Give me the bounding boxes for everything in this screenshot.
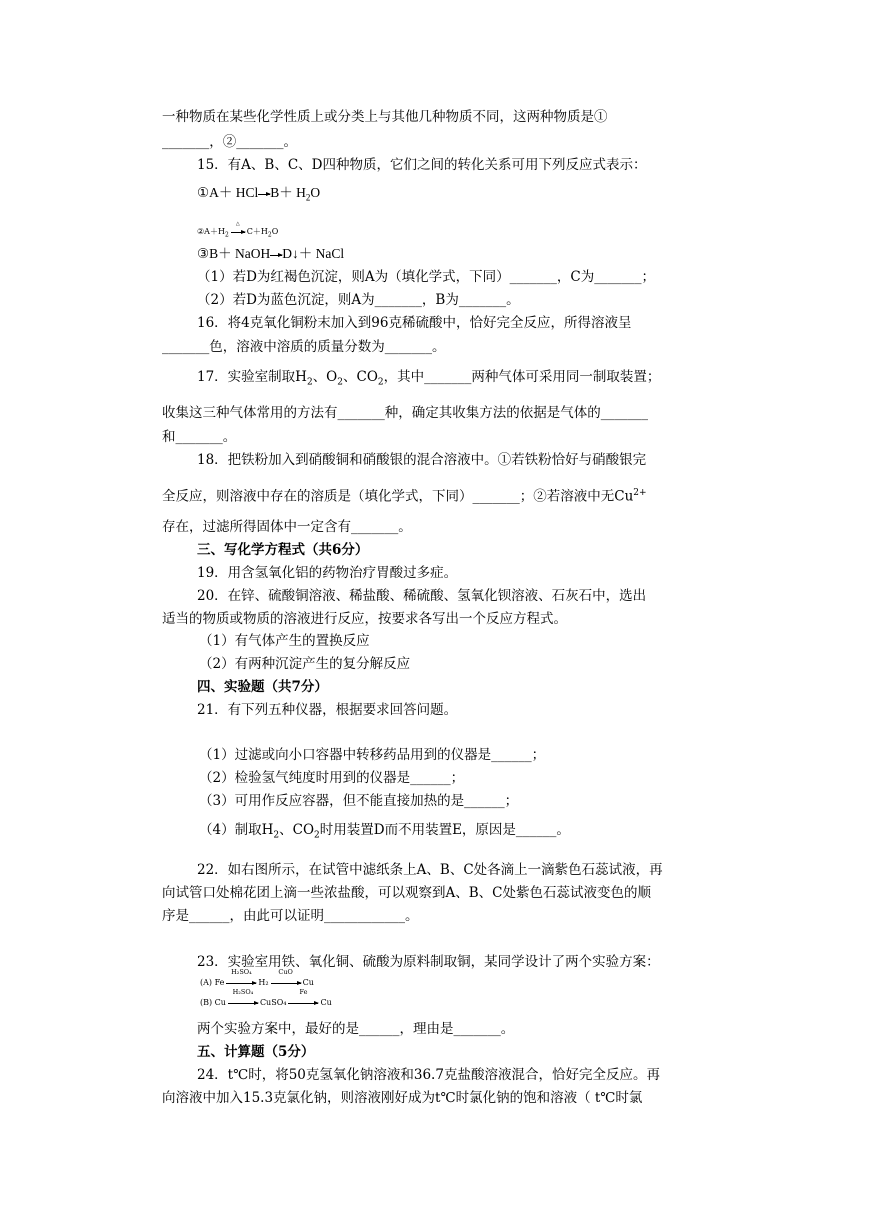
text-line: （4）制取$H_2$、$CO_2$时用装置D而不用装置E，原因是______。 [199, 822, 570, 841]
section-heading: 三、写化学方程式（共6分） [197, 542, 369, 558]
arrow-icon [258, 185, 270, 203]
text-line: （2）检验氢气纯度时用到的仪器是______； [199, 770, 465, 786]
question-21: 21．有下列五种仪器，根据要求回答问题。 [197, 702, 458, 718]
text-line: （1）有气体产生的置换反应 [199, 633, 370, 649]
arrow-icon: H₂SO₄ [228, 998, 258, 1008]
text-line: _______色，溶液中溶质的质量分数为_______。 [162, 339, 446, 355]
text-line: 收集这三种气体常用的方法有_______种，确定其收集方法的依据是气体的_______ [162, 405, 648, 421]
arrow-icon: H₂SO₄ [226, 978, 256, 988]
arrow-icon: CuO [271, 978, 301, 988]
heat-arrow-icon: △ [231, 227, 245, 237]
text-line: 适当的物质或物质的溶液进行反应，按要求各写出一个反应方程式。 [162, 611, 567, 627]
text-line: 向溶液中加入15.3克氯化钠，则溶液刚好成为t℃时氯化钠的饱和溶液（ t℃时氯 [162, 1090, 643, 1106]
section-heading: 四、实验题（共7分） [197, 679, 328, 695]
section-heading: 五、计算题（5分） [197, 1044, 315, 1060]
text-line: 全反应，则溶液中存在的溶质是（填化学式，下同）_______；②若溶液中无$Cu^{2+}$ [162, 488, 647, 505]
text-line: （1）若D为红褐色沉淀，则A为（填化学式，下同）_______，C为_______； [197, 269, 655, 285]
text-line: 两个实验方案中，最好的是______，理由是_______。 [197, 1021, 515, 1037]
question-23: 23．实验室用铁、氧化铜、硫酸为原料制取铜，某同学设计了两个实验方案： [197, 954, 660, 970]
scheme-b: (B) Cu H₂SO₄ CuSO₄ Fe Cu [200, 988, 332, 1007]
arrow-icon [270, 246, 282, 264]
text-line: 序是______，由此可以证明____________。 [162, 908, 419, 924]
text-line: 向试管口处棉花团上滴一些浓盐酸，可以观察到A、B、C处紫色石蕊试液变色的顺 [162, 885, 651, 901]
text-line: （2）有两种沉淀产生的复分解反应 [199, 656, 411, 672]
question-20: 20．在锌、硫酸铜溶液、稀盐酸、稀硫酸、氢氧化钡溶液、石灰石中，选出 [197, 588, 647, 604]
text-line: 一种物质在某些化学性质上或分类上与其他几种物质不同，这两种物质是① [162, 109, 608, 125]
question-19: 19．用含氢氧化铝的药物治疗胃酸过多症。 [197, 565, 458, 581]
text-line: （3）可用作反应容器，但不能直接加热的是______； [199, 793, 519, 809]
question-24: 24．t℃时，将50克氢氧化钠溶液和36.7克盐酸溶液混合，恰好完全反应。再 [197, 1067, 660, 1083]
text-line: 存在，过滤所得固体中一定含有_______。 [162, 519, 412, 535]
question-17: 17．实验室制取$H_2$、$O_2$、$CO_2$，其中_______两种气体可采用同一制取装置； [197, 369, 661, 388]
scheme-a: (A) Fe H₂SO₄ H₂ CuO Cu [200, 968, 314, 987]
equation-2: $②A+H_2$ △ $C+H_2O$ [197, 221, 279, 239]
arrow-icon: Fe [288, 998, 318, 1008]
text-line: （2）若D为蓝色沉淀，则A为_______，B为_______。 [197, 292, 520, 308]
question-22: 22．如右图所示，在试管中滤纸条上A、B、C处各滴上一滴紫色石蕊试液，再 [197, 862, 663, 878]
question-15: 15．有A、B、C、D四种物质，它们之间的转化关系可用下列反应式表示： [197, 157, 647, 173]
question-18: 18．把铁粉加入到硝酸铜和硝酸银的混合溶液中。①若铁粉恰好与硝酸银完 [197, 452, 647, 468]
equation-3: ③B＋ NaOH D↓＋ NaCl [197, 245, 344, 264]
text-line: 和_______。 [162, 429, 237, 445]
equation-1: ①A＋ HCl $B+ H_2O$ [197, 185, 321, 203]
text-line: （1）过滤或向小口容器中转移药品用到的仪器是______； [199, 747, 546, 763]
text-line: _______，②_______。 [162, 134, 297, 150]
question-16: 16．将4克氧化铜粉末加入到96克稀硫酸中，恰好完全反应，所得溶液呈 [197, 315, 632, 331]
